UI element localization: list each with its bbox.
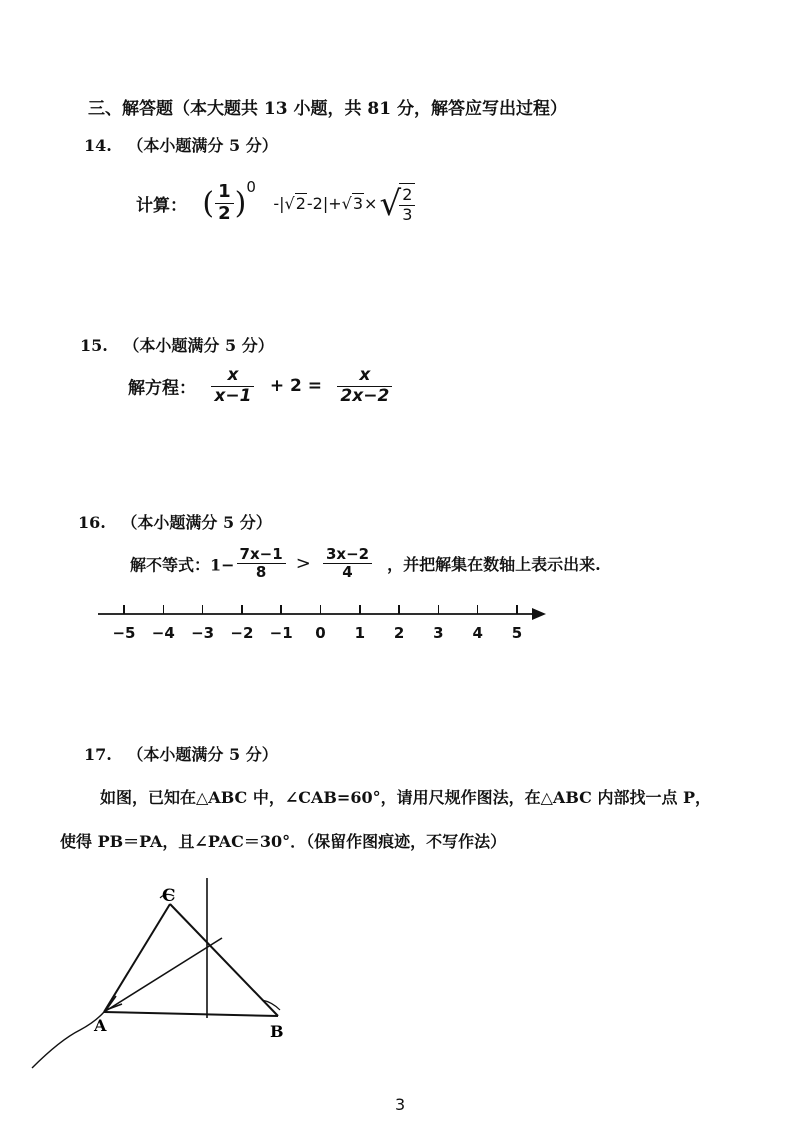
q16-label: 16. <box>78 513 106 532</box>
side-ab <box>104 1012 278 1016</box>
axis-label: −3 <box>191 624 215 642</box>
axis-label: −4 <box>151 624 175 642</box>
q15-prompt: 解方程： <box>128 378 196 399</box>
q16-tail: ，并把解集在数轴上表示出来. <box>387 555 601 575</box>
q14-frac-den: 2 <box>218 203 231 224</box>
q15-label: 15. <box>80 336 108 355</box>
q14-score: （本小题满分 5 分） <box>127 136 278 155</box>
vertex-b: B <box>270 1022 284 1041</box>
axis-label: 3 <box>433 624 444 642</box>
q14-prompt: 计算： <box>136 196 187 216</box>
q14-expression: 计算： ( $\frac{1}{2}$ )$^0$ -|√2-2|+√3× √ $\frac{2}{3}$ <box>136 178 419 225</box>
q15-rhs-den: 2x−2 <box>340 385 390 406</box>
side-ac <box>104 904 170 1012</box>
q16-rhs-num: 3x−2 <box>323 546 372 564</box>
q14-big-den: 3 <box>402 204 413 224</box>
q14-sqrt3: 3 <box>352 194 364 213</box>
q16-score: （本小题满分 5 分） <box>121 513 272 532</box>
axis-label: 4 <box>472 624 483 642</box>
q14-power: 0 <box>246 178 256 196</box>
axis-label: 1 <box>354 624 366 642</box>
q15-lhs-num: x <box>211 366 254 387</box>
q16-prompt: 解不等式：1− <box>130 555 235 575</box>
axis-label: −5 <box>112 624 136 642</box>
q14-frac-num: 1 <box>215 182 234 204</box>
q15-score: （本小题满分 5 分） <box>123 336 274 355</box>
axis-label: −2 <box>230 624 254 642</box>
q17-line1: 如图，已知在△ABC 中，∠CAB=60°，请用尺规作图法，在△ABC 内部找一点 P， <box>100 788 712 807</box>
q16-gt: > <box>295 553 311 575</box>
vertex-c: C <box>162 886 176 906</box>
axis-label: −1 <box>269 624 293 642</box>
q14-sqrt2: 2 <box>295 194 306 213</box>
angle-bisector-ray <box>104 938 222 1012</box>
q16-lhs-num: 7x−1 <box>237 546 286 564</box>
q17-score: （本小题满分 5 分） <box>127 745 278 764</box>
q14-abs-a: -| <box>273 194 285 213</box>
q16-rhs-den: 4 <box>342 563 353 582</box>
q15-lhs-den: x−1 <box>214 385 252 406</box>
axis-label: 5 <box>511 624 523 642</box>
q17-line2: 使得 PB＝PA，且∠PAC＝30°．（保留作图痕迹，不写作法） <box>60 832 507 851</box>
q16-lhs-den: 8 <box>255 563 267 582</box>
q14-label: 14. <box>84 136 112 155</box>
axis-label: 2 <box>393 624 405 642</box>
q15-rhs-num: x <box>337 366 392 387</box>
q15-plus-two: + 2 = <box>269 376 323 397</box>
section-heading: 三、解答题（本大题共 13 小题，共 81 分，解答应写出过程） <box>88 99 567 119</box>
q14-times: × <box>364 194 378 213</box>
q14-abs-b: -2|+ <box>306 194 342 213</box>
vertex-a: A <box>94 1016 107 1035</box>
page-number: 3 <box>395 1095 406 1114</box>
q17-label: 17. <box>84 745 112 764</box>
axis-label: 0 <box>315 624 326 642</box>
q14-big-num: 2 <box>399 186 415 205</box>
